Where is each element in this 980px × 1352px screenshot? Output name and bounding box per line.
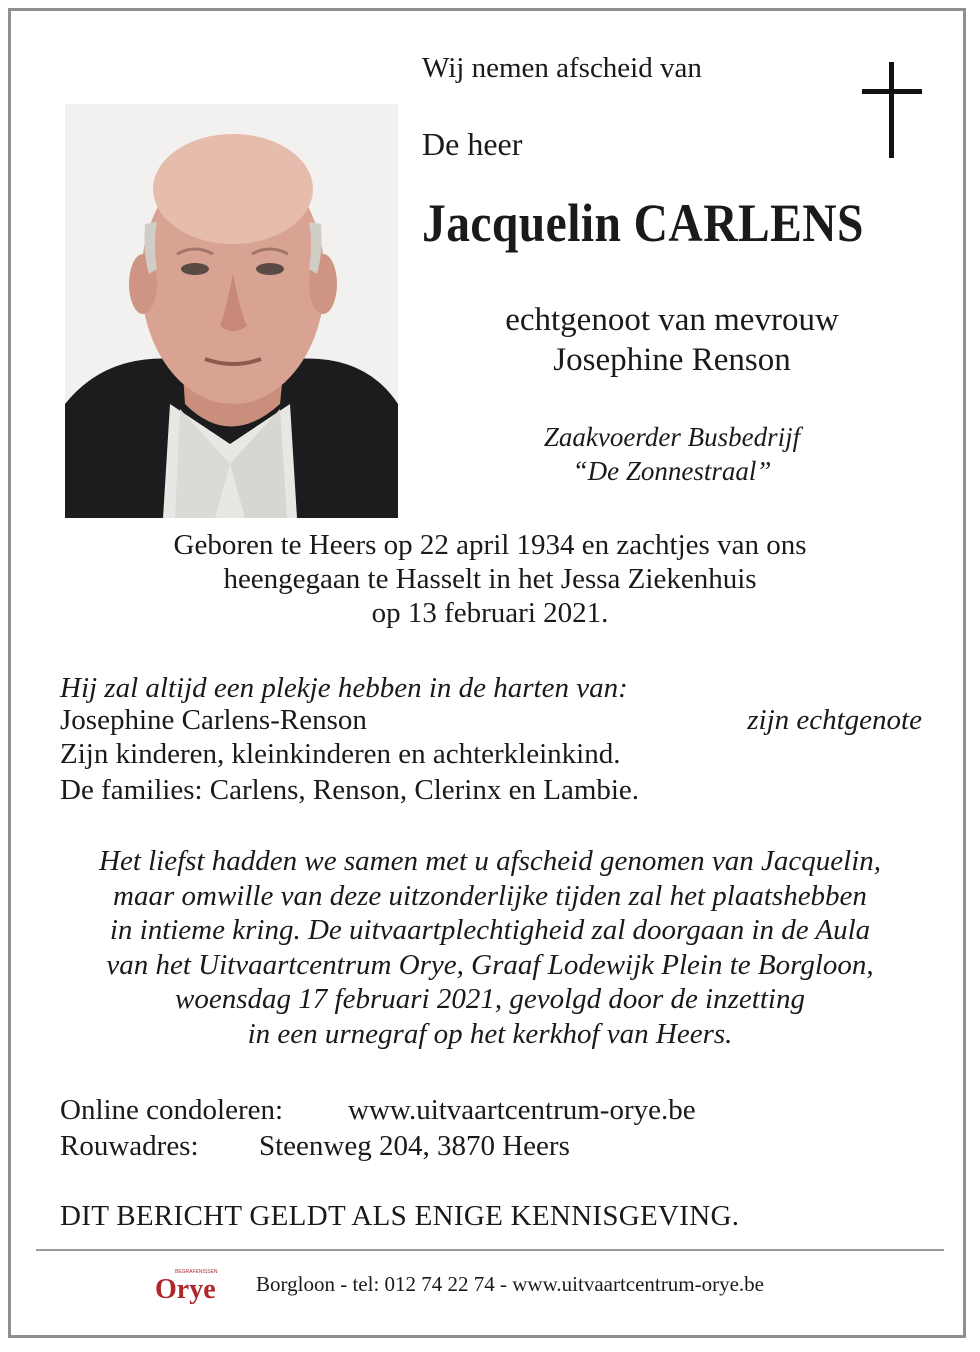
- intro-text: Wij nemen afscheid van: [422, 52, 702, 84]
- occupation-block: [422, 420, 922, 488]
- occupation-line-2: “De Zonnestraal”: [572, 456, 772, 486]
- notice-text: DIT BERICHT GELDT ALS ENIGE KENNISGEVING.: [60, 1200, 740, 1232]
- birth-death-line-3: op 13 februari 2021.: [371, 597, 609, 629]
- footer-divider: [36, 1249, 944, 1251]
- ceremony-line: Het liefst hadden we samen met u afscheid genomen van Jacquelin,: [99, 845, 881, 877]
- honorific: De heer: [422, 126, 523, 162]
- ceremony-line: maar omwille van deze uitzonderlijke tijden zal het plaatshebben: [113, 879, 867, 912]
- footer-text: Borgloon - tel: 012 74 22 74 - www.uitvaartcentrum-orye.be: [256, 1272, 764, 1296]
- mourning-address-value: Steenweg 204, 3870 Heers: [259, 1130, 570, 1162]
- online-condolence-link[interactable]: www.uitvaartcentrum-orye.be: [348, 1094, 696, 1126]
- logo-small-text: BEGRAFENISSEN: [175, 1269, 218, 1275]
- mourning-address-row: [60, 1130, 570, 1163]
- family-spouse-name: Josephine Carlens-Renson: [60, 704, 367, 736]
- orye-logo: [153, 1268, 233, 1304]
- online-condolence-row: [60, 1094, 696, 1127]
- ceremony-block: [30, 844, 950, 1051]
- ceremony-line: van het Uitvaartcentrum Orye, Graaf Lodewijk Plein te Borgloon,: [106, 948, 874, 981]
- mourning-address-label: Rouwadres:: [60, 1130, 199, 1162]
- family-families: De families: Carlens, Renson, Clerinx en Lambie.: [60, 774, 640, 806]
- family-intro: Hij zal altijd een plekje hebben in de harten van:: [60, 672, 628, 704]
- portrait-photo: [65, 104, 398, 518]
- ceremony-line: woensdag 17 februari 2021, gevolgd door de inzetting: [175, 983, 805, 1015]
- occupation-line-1: Zaakvoerder Busbedrijf: [543, 422, 801, 452]
- online-condolence-label: Online condoleren:: [60, 1094, 284, 1126]
- family-children: Zijn kinderen, kleinkinderen en achterkleinkind.: [60, 738, 621, 770]
- spouse-line-2: Josephine Renson: [553, 342, 791, 378]
- spouse-block: [422, 300, 922, 380]
- logo-text: Orye: [155, 1274, 216, 1304]
- birth-death-line-2: heengegaan te Hasselt in het Jessa Ziekenhuis: [223, 563, 757, 595]
- ceremony-line: in intieme kring. De uitvaartplechtigheid zal doorgaan in de Aula: [109, 914, 871, 946]
- spouse-line-1: echtgenoot van mevrouw: [505, 302, 839, 338]
- cross-icon: [862, 62, 922, 160]
- ceremony-line: in een urnegraf op het kerkhof van Heers.: [247, 1017, 733, 1050]
- birth-death-block: [40, 528, 940, 630]
- birth-death-line-1: Geboren te Heers op 22 april 1934 en zachtjes van ons: [173, 529, 807, 561]
- deceased-name: Jacquelin CARLENS: [422, 193, 864, 253]
- family-spouse-role: zijn echtgenote: [747, 704, 922, 736]
